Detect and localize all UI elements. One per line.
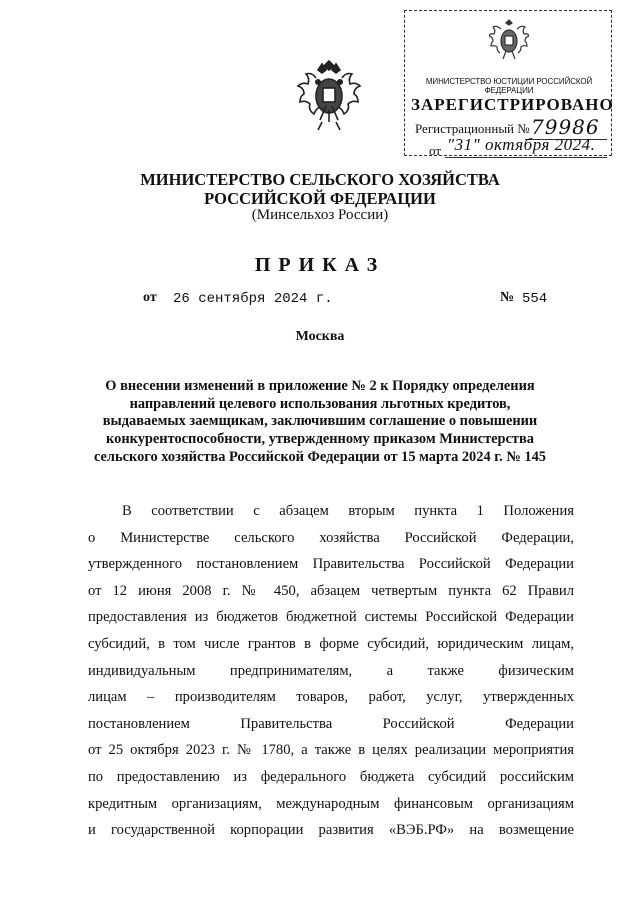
stamp-date-label: от [429,143,442,158]
body-line: от 25 октября 2023 г. № 1780, а также в целях реализации мероприятия [88,742,574,759]
body-line: субсидий, в том числе грантов в форме субсидий, юридическим лицам, [88,635,574,652]
body-line: предоставления из бюджетов бюджетной системы Российской Федерации [88,609,574,626]
number-prefix: № [500,290,515,305]
subject-line: направлений целевого использования льготных кредитов, [129,395,511,412]
subject-line: выдаваемых заемщикам, заключившим соглашение о повышении [102,413,538,430]
stamp-registered: ЗАРЕГИСТРИРОВАНО [411,95,614,114]
org-name-line2: РОССИЙСКОЙ ФЕДЕРАЦИИ [204,189,436,208]
subject-line: сельского хозяйства Российской Федерации от 15 марта 2024 г. № 145 [93,448,546,465]
subject-line: конкурентоспособности, утвержденному приказом Министерства [106,431,534,448]
coat-of-arms-icon [296,60,362,134]
body-line: и государственной корпорации развития «ВЭБ.РФ» на возмещение [88,822,574,839]
body-line: кредитным организациям, международным финансовым организациям [88,795,574,812]
body-line: о Министерстве сельского хозяйства Российской Федерации, [88,529,574,546]
stamp-date: "31" октября 2024. [447,135,596,154]
body-line: В соответствии с абзацем вторым пункта 1 Положения [122,503,574,519]
registration-stamp [404,10,612,156]
date-prefix: от [143,290,157,305]
org-short-name: (Минсельхоз России) [251,207,389,223]
coat-of-arms-icon [489,19,529,63]
underline [445,157,607,158]
org-name-line1: МИНИСТЕРСТВО СЕЛЬСКОГО ХОЗЯЙСТВА [140,170,500,189]
document-date: 26 сентября 2024 г. [173,291,333,307]
subject-line: О внесении изменений в приложение № 2 к Порядку определения [105,378,535,394]
body-line: лицам – производителям товаров, работ, услуг, утвержденных [88,689,574,706]
document-body [88,498,574,844]
stamp-ministry: МИНИСТЕРСТВО ЮСТИЦИИ РОССИЙСКОЙ ФЕДЕРАЦИИ [425,77,593,95]
document-subject [0,378,640,467]
body-line: постановлением Правительства Российской Федерации [88,715,574,732]
stamp-reg-number-label: Регистрационный № [415,121,530,136]
city: Москва [295,329,345,344]
body-line: индивидуальным предпринимателям, а также физическим [88,662,574,679]
body-line: утвержденного постановлением Правительства Российской Федерации [88,556,574,573]
stamp-reg-number: 79986 [531,115,600,139]
body-line: от 12 июня 2008 г. № 450, абзацем четвертым пункта 62 Правил [88,582,574,599]
document-type: ПРИКАЗ [254,254,386,276]
document-number: 554 [522,291,548,307]
body-line: по предоставлению из федерального бюджета субсидий российским [88,768,574,785]
